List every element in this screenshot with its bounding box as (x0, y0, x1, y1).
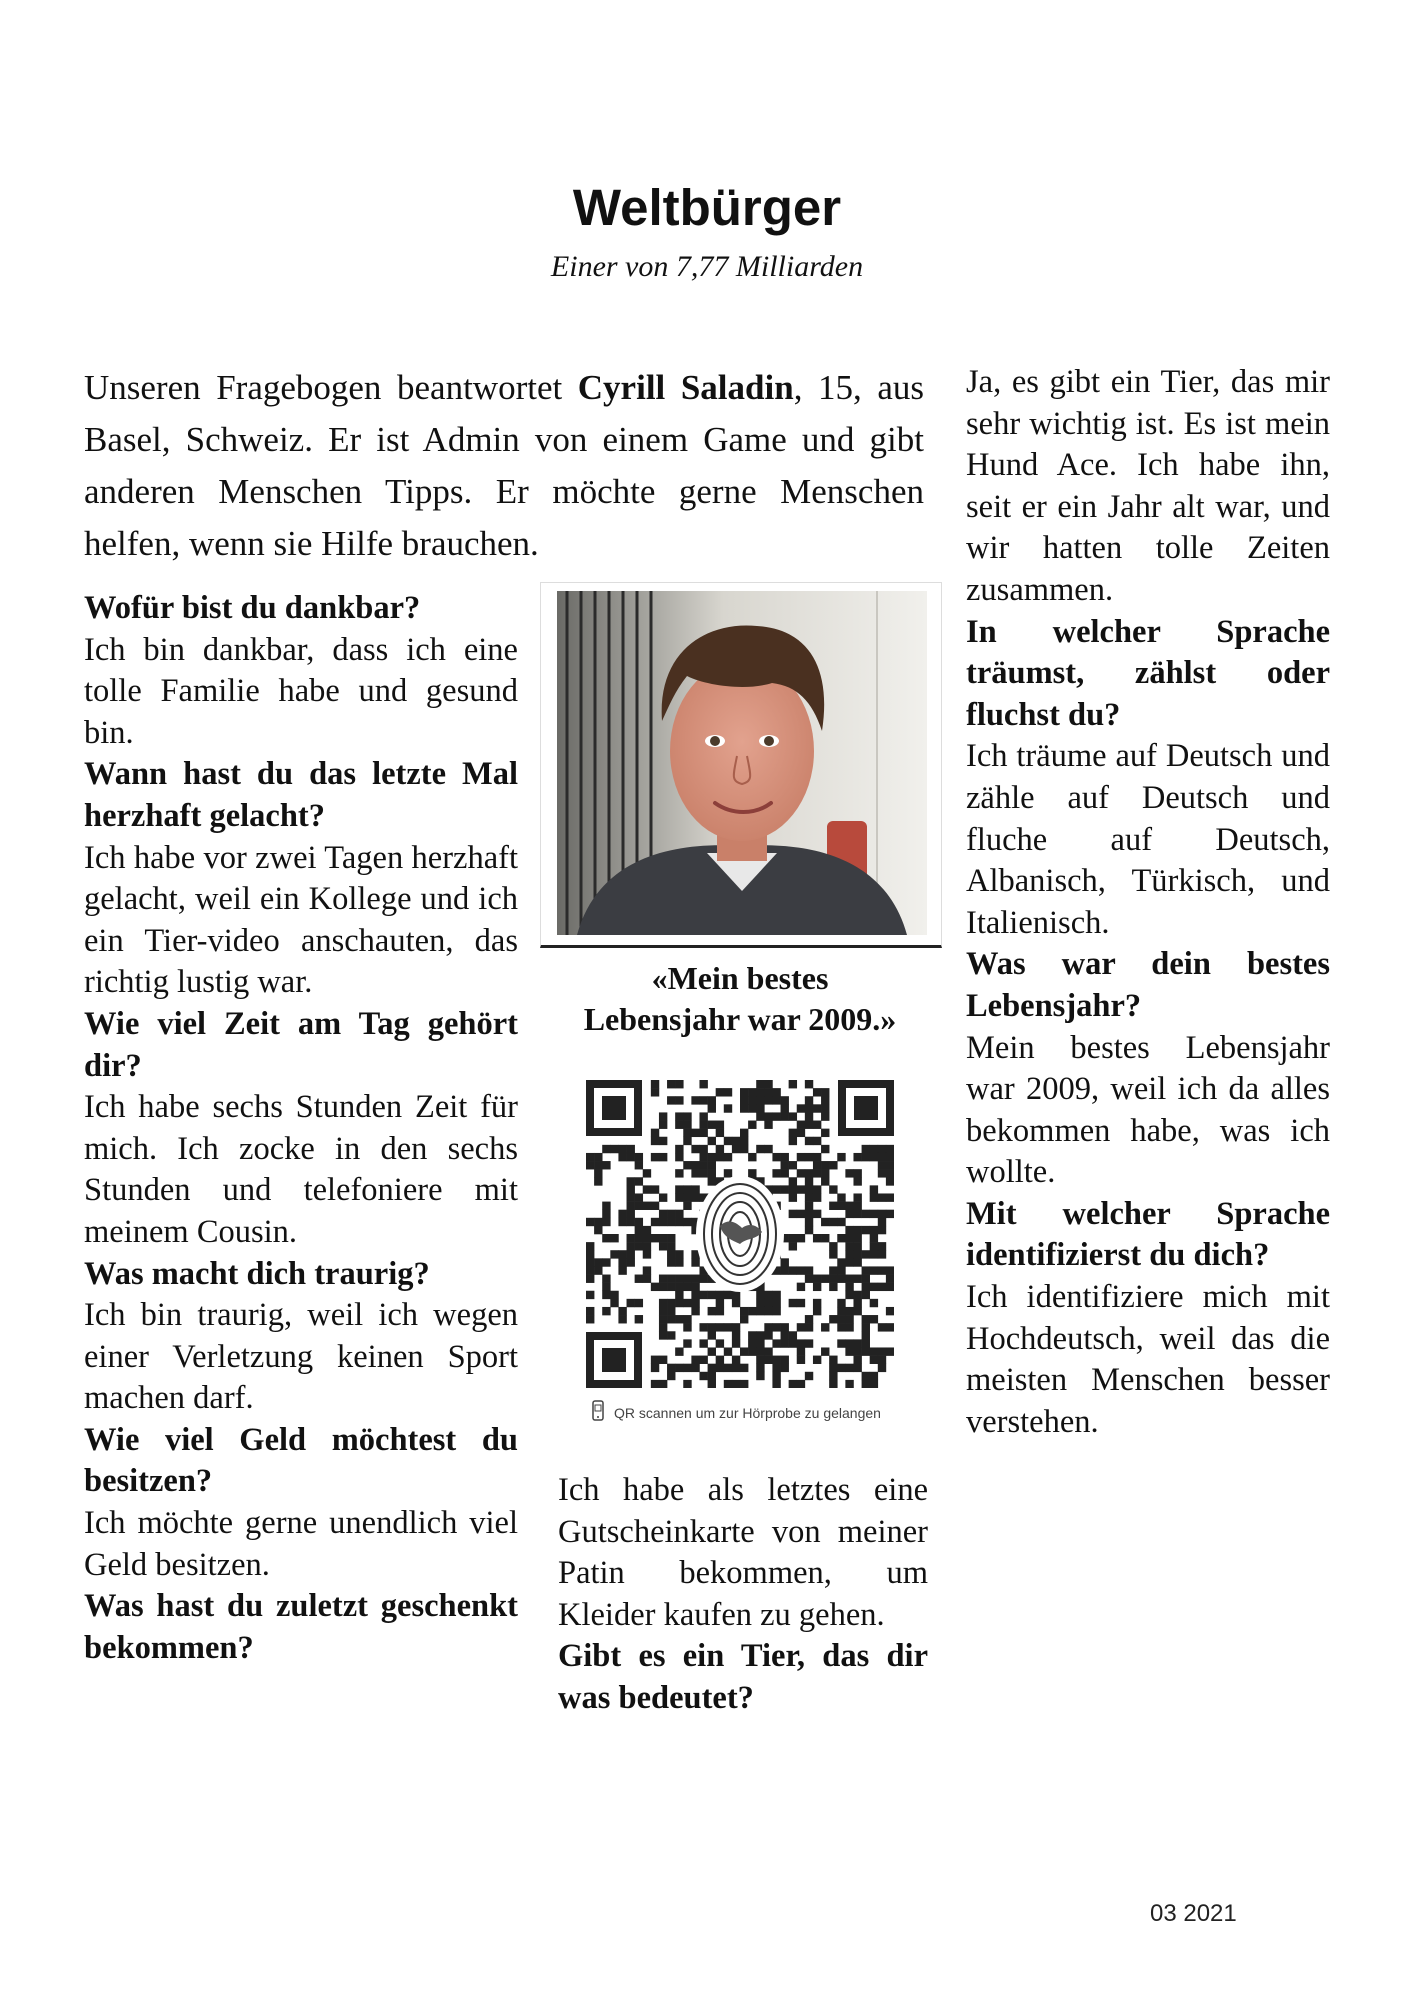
phone-scan-icon (590, 1400, 606, 1425)
caption-line-2: Lebensjahr war 2009.» (583, 1001, 897, 1037)
qr-code[interactable] (586, 1080, 894, 1388)
issue-date: 03 2021 (1150, 1900, 1237, 1927)
answer: Ich habe sechs Stunden Zeit für mich. Ich zocke in den sechs Stunden und telefoniere mit meinem Cousin. (84, 1089, 518, 1250)
right-column (966, 362, 1330, 1443)
question: Was war dein bestes Lebensjahr? (966, 946, 1330, 1024)
question: Was hast du zuletzt geschenkt bekommen? (84, 1588, 518, 1666)
answer: Mein bestes Lebensjahr war 2009, weil ich da alles bekommen habe, was ich wollte. (966, 1029, 1330, 1191)
interviewee-name: Cyrill Saladin (577, 368, 794, 407)
question: Wann hast du das letzte Mal herzhaft gelacht? (84, 756, 518, 834)
intro-paragraph (84, 362, 924, 570)
answer: Ich bin traurig, weil ich wegen einer Verletzung keinen Sport machen darf. (84, 1297, 518, 1417)
intro-text-before: Unseren Fragebogen beantwortet (84, 368, 578, 407)
answer: Ich identifiziere mich mit Hochdeutsch, weil das die meisten Menschen besser verstehen. (966, 1279, 1330, 1440)
answer: Ich möchte gerne unendlich viel Geld besitzen. (84, 1505, 518, 1583)
answer: Ja, es gibt ein Tier, das mir sehr wichtig ist. Es ist mein Hund Ace. Ich habe ihn, seit er ein Jahr alt war, und wir hatten tolle Zeiten zusammen. (966, 364, 1330, 608)
left-column (84, 588, 518, 1669)
portrait-photo (557, 591, 927, 935)
question: In welcher Sprache träumst, zählst oder fluchst du? (966, 613, 1330, 733)
page-title: Weltbürger (572, 179, 842, 236)
question: Was macht dich traurig? (84, 1255, 430, 1292)
question: Wofür bist du dankbar? (84, 590, 421, 626)
middle-column (558, 1470, 928, 1720)
photo-caption (540, 958, 940, 1040)
answer: Ich träume auf Deutsch und zähle auf Deutsch und fluche auf Deutsch, Albanisch, Türkisch, und Italienisch. (966, 738, 1330, 941)
answer: Ich bin dankbar, dass ich eine tolle Familie habe und gesund bin. (84, 631, 518, 751)
question: Gibt es ein Tier, das dir was bedeutet? (558, 1638, 928, 1716)
qr-note (590, 1400, 910, 1425)
page-subtitle: Einer von 7,77 Milliarden (550, 250, 864, 283)
answer: Ich habe als letztes eine Gutscheinkarte von meiner Patin bekommen, um Kleider kaufen zu gehen. (558, 1472, 928, 1633)
question: Wie viel Zeit am Tag gehört dir? (84, 1005, 518, 1084)
portrait-photo-frame (540, 582, 942, 948)
question: Mit welcher Sprache identifizierst du dich? (966, 1195, 1330, 1274)
question: Wie viel Geld möchtest du besitzen? (84, 1421, 518, 1500)
answer: Ich habe vor zwei Tagen herzhaft gelacht, weil ein Kollege und ich ein Tier-video anschauten, das richtig lustig war. (84, 839, 518, 1001)
intro-text-after: , 15, aus Basel, Schweiz. Er ist Admin von einem Game und gibt anderen Menschen Tipps. Er möchte gerne Menschen helfen, wenn sie Hilfe brauchen. (84, 368, 924, 563)
caption-line-1: «Mein bestes (651, 960, 829, 996)
qr-note-text: QR scannen um zur Hörprobe zu gelangen (614, 1404, 881, 1421)
